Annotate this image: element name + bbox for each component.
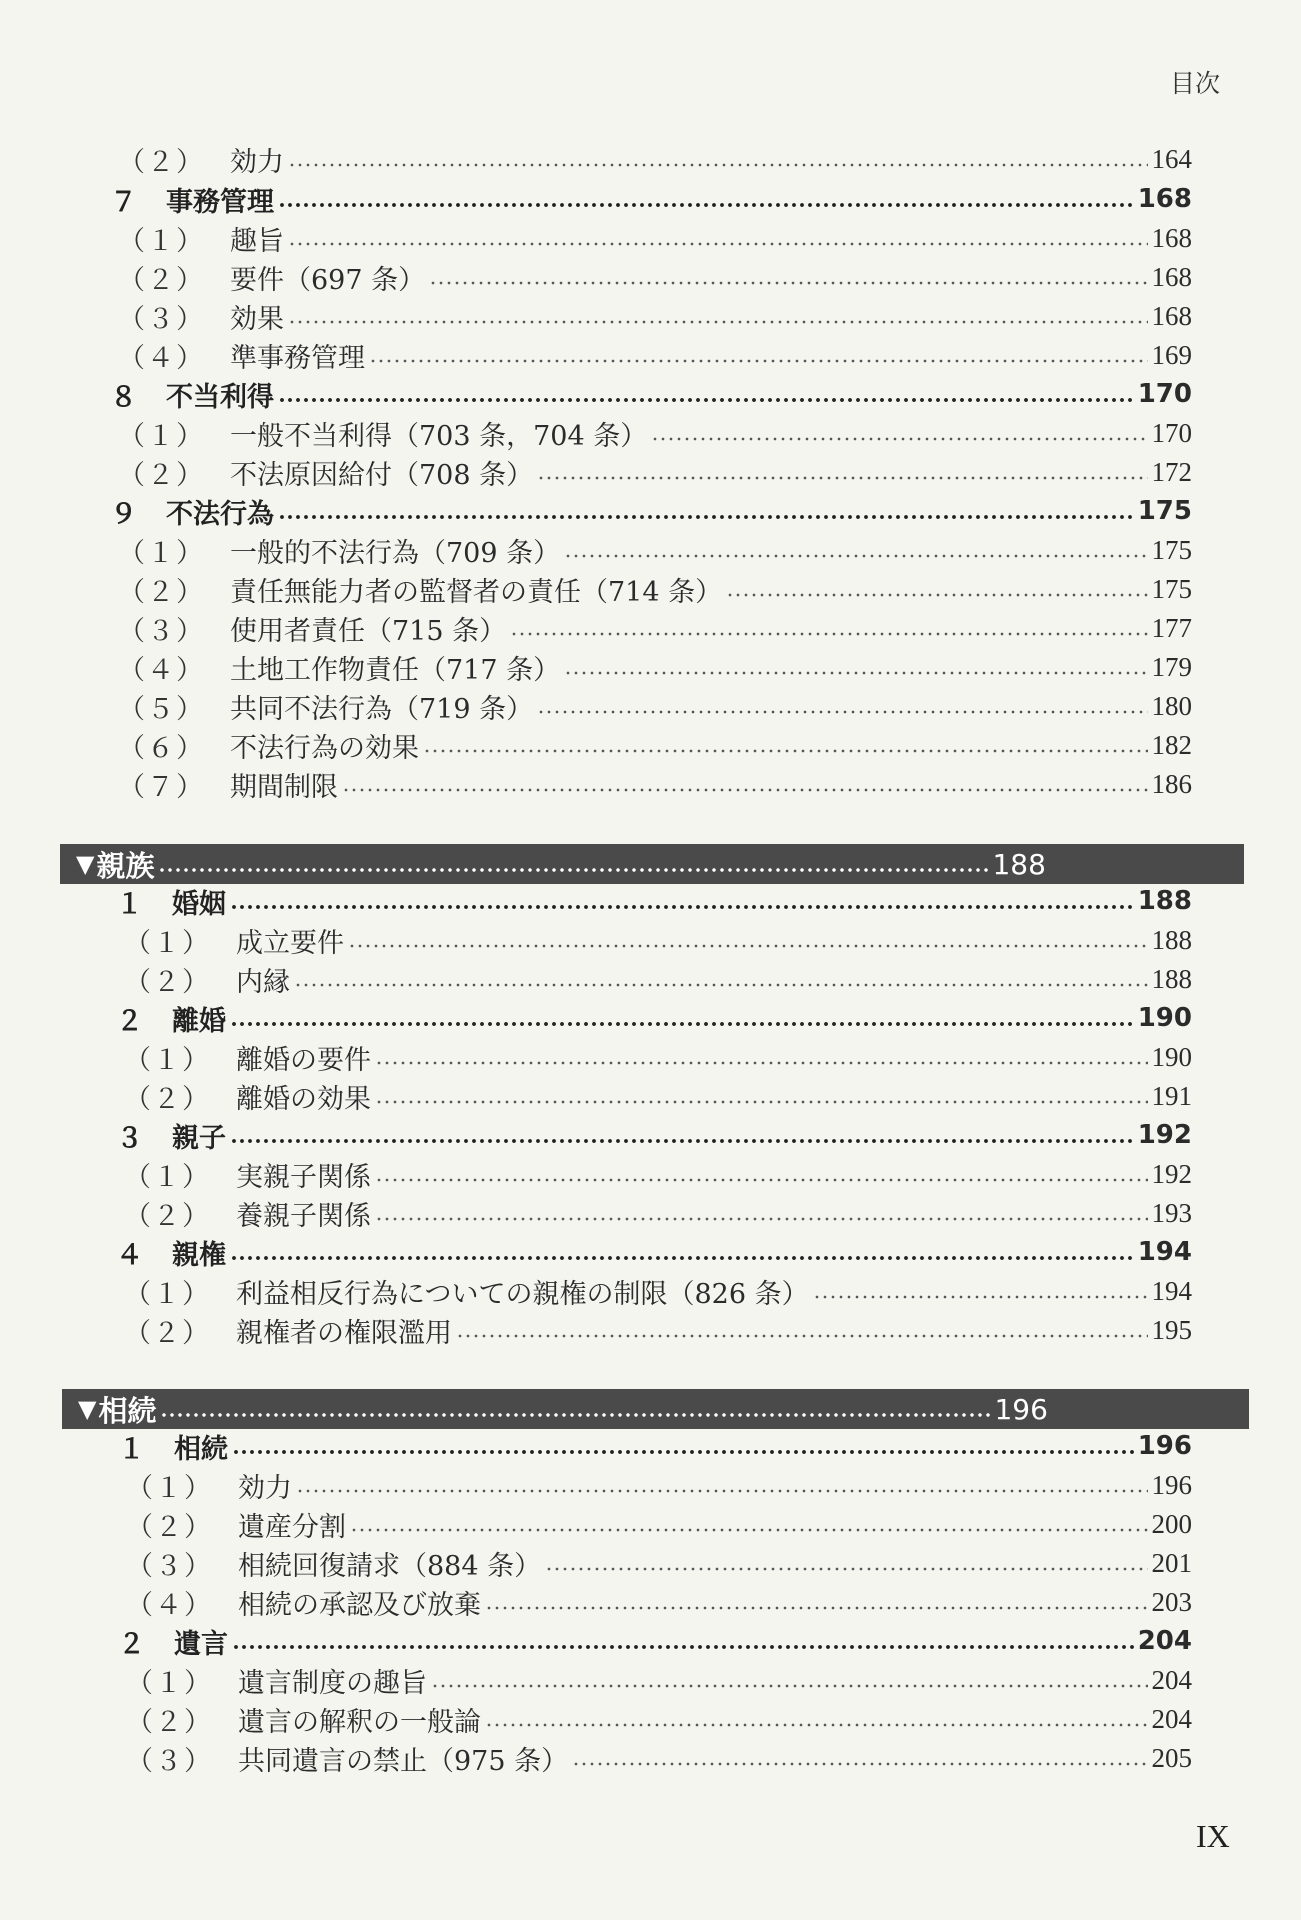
toc-entry (126, 1661, 1192, 1699)
entry-page: 204 (1137, 1626, 1192, 1656)
dot-leader (278, 202, 1134, 208)
toc-entry (124, 1038, 1192, 1076)
dot-leader (369, 358, 1148, 364)
entry-number: （２） (124, 1317, 211, 1349)
dot-leader (278, 397, 1134, 403)
entry-number: （２） (124, 1200, 211, 1232)
toc-entry (118, 765, 1192, 803)
entry-page: 192 (1151, 1158, 1192, 1189)
entry-page: 168 (1137, 184, 1192, 214)
toc-entry (118, 140, 1192, 178)
toc-entry (118, 453, 1192, 491)
dot-leader (342, 787, 1148, 793)
entry-title: 効力 (230, 146, 284, 178)
part-title: 相続 (98, 1393, 157, 1428)
entry-page: 170 (1137, 379, 1192, 409)
entry-title: 相続回復請求（884 条） (238, 1550, 542, 1582)
entry-title: 離婚 (172, 1005, 226, 1037)
toc-entry (118, 414, 1192, 452)
entry-page: 194 (1151, 1275, 1192, 1306)
entry-title: 親子 (172, 1122, 226, 1154)
entry-title: 使用者責任（715 条） (230, 615, 507, 647)
part-heading-banner (62, 1389, 1249, 1429)
dot-leader (288, 162, 1148, 168)
dot-leader (350, 1527, 1148, 1533)
dot-leader (537, 475, 1147, 481)
entry-title: 不法行為 (166, 498, 274, 530)
entry-number: （４） (126, 1589, 213, 1621)
entry-number: （４） (118, 654, 205, 686)
dot-leader (288, 319, 1148, 325)
entry-number: （２） (118, 264, 205, 296)
entry-page: 188 (1137, 886, 1192, 916)
entry-title: 期間制限 (230, 771, 338, 803)
entry-title: 離婚の効果 (236, 1083, 371, 1115)
entry-page: 168 (1151, 261, 1192, 292)
toc-chapter-entry (116, 882, 1192, 920)
dot-leader (230, 1138, 1134, 1144)
entry-page: 175 (1151, 534, 1192, 565)
toc-entry (118, 531, 1192, 569)
dot-leader (813, 1294, 1148, 1300)
toc-entry (126, 1700, 1192, 1738)
entry-title: 遺言制度の趣旨 (238, 1667, 427, 1699)
toc-chapter-entry (118, 1427, 1192, 1465)
entry-number: （１） (126, 1667, 213, 1699)
entry-number: （３） (126, 1745, 213, 1777)
toc-entry (126, 1739, 1192, 1777)
toc-entry (126, 1505, 1192, 1543)
entry-title: 準事務管理 (230, 342, 365, 374)
dot-leader (348, 943, 1148, 949)
entry-page: 169 (1151, 339, 1192, 370)
entry-page: 179 (1151, 651, 1192, 682)
entry-page: 188 (1151, 924, 1192, 955)
entry-title: 効果 (230, 303, 284, 335)
toc-entry (124, 960, 1192, 998)
entry-title: 養親子関係 (236, 1200, 371, 1232)
entry-number: ９ (110, 498, 139, 530)
toc-chapter-entry (118, 1622, 1192, 1660)
toc-entry (118, 258, 1192, 296)
toc-entry (124, 1077, 1192, 1115)
entry-number: （５） (118, 693, 205, 725)
part-page: 196 (994, 1392, 1048, 1426)
dot-leader (158, 867, 988, 873)
dot-leader (230, 1021, 1134, 1027)
entry-page: 175 (1151, 573, 1192, 604)
entry-title: 婚姻 (172, 888, 226, 920)
triangle-down-icon: ▼ (76, 850, 95, 878)
entry-title: 不法原因給付（708 条） (230, 459, 534, 491)
toc-entry (124, 921, 1192, 959)
dot-leader (572, 1761, 1147, 1767)
dot-leader (232, 1644, 1134, 1650)
dot-leader (278, 514, 1134, 520)
entry-title: 相続の承認及び放棄 (238, 1589, 481, 1621)
entry-title: 利益相反行為についての親権の制限（826 条） (236, 1278, 809, 1310)
entry-number: （１） (126, 1472, 213, 1504)
entry-title: 共同遺言の禁止（975 条） (238, 1745, 569, 1777)
entry-page: 180 (1151, 690, 1192, 721)
entry-page: 168 (1151, 222, 1192, 253)
dot-leader (423, 748, 1148, 754)
dot-leader (375, 1099, 1148, 1105)
entry-page: 205 (1151, 1742, 1192, 1773)
entry-title: 責任無能力者の監督者の責任（714 条） (230, 576, 723, 608)
dot-leader (651, 436, 1147, 442)
toc-entry (126, 1583, 1192, 1621)
entry-number: （２） (126, 1511, 213, 1543)
entry-page: 175 (1137, 496, 1192, 526)
entry-number: （３） (126, 1550, 213, 1582)
entry-number: （２） (118, 146, 205, 178)
dot-leader (294, 982, 1148, 988)
dot-leader (456, 1333, 1148, 1339)
entry-page: 182 (1151, 729, 1192, 760)
dot-leader (510, 631, 1147, 637)
toc-chapter-entry (110, 375, 1192, 413)
entry-title: 不当利得 (166, 381, 274, 413)
entry-number: ８ (110, 381, 139, 413)
entry-number: ７ (110, 186, 139, 218)
entry-number: （２） (124, 966, 211, 998)
entry-number: （２） (118, 576, 205, 608)
entry-number: （１） (124, 1161, 211, 1193)
entry-number: ３ (116, 1122, 145, 1154)
toc-chapter-entry (110, 492, 1192, 530)
toc-chapter-entry (116, 1233, 1192, 1271)
entry-number: （１） (124, 1044, 211, 1076)
entry-page: 191 (1151, 1080, 1192, 1111)
entry-number: （３） (118, 303, 205, 335)
dot-leader (485, 1722, 1148, 1728)
dot-leader (160, 1412, 990, 1418)
entry-title: 効力 (238, 1472, 292, 1504)
entry-title: 親権者の権限濫用 (236, 1317, 452, 1349)
entry-number: （２） (126, 1706, 213, 1738)
entry-title: 親権 (172, 1239, 226, 1271)
entry-page: 204 (1151, 1664, 1192, 1695)
toc-entry (118, 219, 1192, 257)
entry-page: 188 (1151, 963, 1192, 994)
toc-entry (118, 726, 1192, 764)
entry-title: 相続 (174, 1433, 228, 1465)
entry-number: ２ (118, 1628, 147, 1660)
toc-entry (126, 1544, 1192, 1582)
entry-number: （２） (118, 459, 205, 491)
part-heading-banner (60, 844, 1244, 884)
dot-leader (485, 1605, 1148, 1611)
toc-entry (124, 1272, 1192, 1310)
entry-number: （２） (124, 1083, 211, 1115)
toc-entry (118, 609, 1192, 647)
dot-leader (232, 1449, 1134, 1455)
dot-leader (429, 280, 1147, 286)
entry-page: 192 (1137, 1120, 1192, 1150)
entry-page: 201 (1151, 1547, 1192, 1578)
dot-leader (230, 904, 1134, 910)
entry-page: 190 (1137, 1003, 1192, 1033)
entry-title: 事務管理 (166, 186, 274, 218)
entry-number: （４） (118, 342, 205, 374)
entry-number: （１） (124, 1278, 211, 1310)
toc-entry (124, 1311, 1192, 1349)
entry-page: 196 (1151, 1469, 1192, 1500)
entry-number: （１） (118, 225, 205, 257)
entry-title: 共同不法行為（719 条） (230, 693, 534, 725)
entry-title: 土地工作物責任（717 条） (230, 654, 561, 686)
toc-chapter-entry (116, 1116, 1192, 1154)
entry-page: 168 (1151, 300, 1192, 331)
dot-leader (537, 709, 1147, 715)
toc-entry (118, 336, 1192, 374)
part-title: 親族 (96, 848, 155, 883)
entry-title: 遺産分割 (238, 1511, 346, 1543)
dot-leader (230, 1255, 1134, 1261)
entry-page: 170 (1151, 417, 1192, 448)
dot-leader (375, 1177, 1148, 1183)
entry-title: 成立要件 (236, 927, 344, 959)
entry-number: （１） (124, 927, 211, 959)
toc-chapter-entry (116, 999, 1192, 1037)
entry-page: 204 (1151, 1703, 1192, 1734)
toc-entry (118, 297, 1192, 335)
entry-title: 趣旨 (230, 225, 284, 257)
entry-page: 195 (1151, 1314, 1192, 1345)
toc-entry (124, 1194, 1192, 1232)
entry-page: 203 (1151, 1586, 1192, 1617)
toc-entry (118, 687, 1192, 725)
entry-title: 一般不当利得（703 条，704 条） (230, 420, 648, 452)
toc-entry (124, 1155, 1192, 1193)
entry-title: 要件（697 条） (230, 264, 426, 296)
entry-number: ２ (116, 1005, 145, 1037)
dot-leader (431, 1683, 1148, 1689)
toc-entry (126, 1466, 1192, 1504)
running-head: 目次 (1170, 69, 1221, 98)
toc-entry (118, 648, 1192, 686)
entry-page: 186 (1151, 768, 1192, 799)
entry-page: 200 (1151, 1508, 1192, 1539)
dot-leader (375, 1060, 1148, 1066)
entry-number: （３） (118, 615, 205, 647)
toc-chapter-entry (110, 180, 1192, 218)
entry-number: （６） (118, 732, 205, 764)
entry-page: 196 (1137, 1431, 1192, 1461)
entry-page: 177 (1151, 612, 1192, 643)
dot-leader (288, 241, 1148, 247)
entry-title: 遺言 (174, 1628, 228, 1660)
entry-number: ４ (116, 1239, 145, 1271)
entry-title: 実親子関係 (236, 1161, 371, 1193)
entry-page: 190 (1151, 1041, 1192, 1072)
dot-leader (726, 592, 1147, 598)
entry-number: １ (116, 888, 145, 920)
dot-leader (296, 1488, 1148, 1494)
entry-title: 遺言の解釈の一般論 (238, 1706, 481, 1738)
entry-number: （１） (118, 420, 205, 452)
entry-page: 193 (1151, 1197, 1192, 1228)
dot-leader (545, 1566, 1147, 1572)
entry-page: 172 (1151, 456, 1192, 487)
triangle-down-icon: ▼ (78, 1395, 97, 1423)
dot-leader (564, 553, 1147, 559)
entry-number: （１） (118, 537, 205, 569)
entry-number: （７） (118, 771, 205, 803)
dot-leader (564, 670, 1147, 676)
part-page: 188 (992, 847, 1046, 881)
entry-page: 164 (1151, 143, 1192, 174)
entry-number: １ (118, 1433, 147, 1465)
entry-page: 194 (1137, 1237, 1192, 1267)
entry-title: 一般的不法行為（709 条） (230, 537, 561, 569)
entry-title: 内縁 (236, 966, 290, 998)
dot-leader (375, 1216, 1148, 1222)
entry-title: 離婚の要件 (236, 1044, 371, 1076)
entry-title: 不法行為の効果 (230, 732, 419, 764)
page-number: IX (1196, 1818, 1230, 1854)
toc-entry (118, 570, 1192, 608)
